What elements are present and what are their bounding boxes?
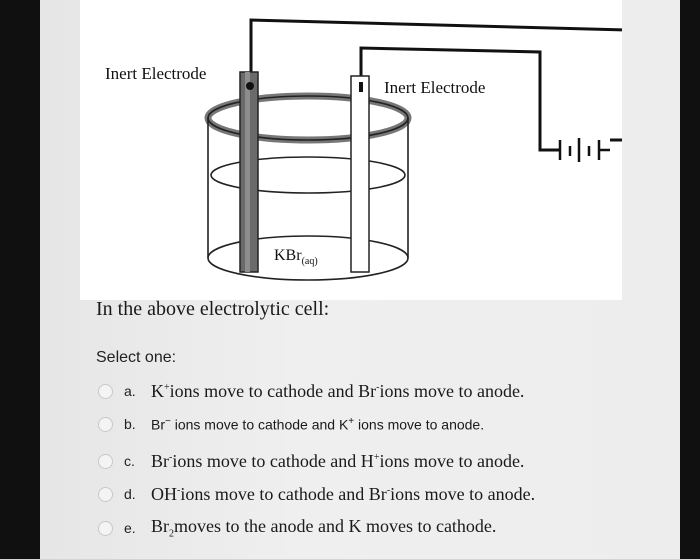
circuit-wire-right [361, 48, 560, 150]
option-text: OH-ions move to cathode and Br-ions move to anode. [151, 483, 536, 504]
radio-button[interactable] [98, 417, 113, 432]
diagram-drawing [80, 0, 622, 300]
answer-option-a[interactable] [98, 379, 524, 403]
answer-option-d[interactable] [98, 482, 535, 506]
select-prompt: Select one: [96, 349, 177, 366]
option-letter: c. [124, 453, 135, 469]
solution-formula: KBr [274, 247, 302, 264]
solution-label [274, 247, 318, 267]
question-text: In the above electrolytic cell: [96, 298, 330, 320]
solution-state: (aq) [301, 256, 318, 268]
radio-button[interactable] [98, 384, 113, 399]
radio-button[interactable] [98, 454, 113, 469]
radio-button[interactable] [98, 521, 113, 536]
option-text: K+ions move to cathode and Br-ions move to anode. [151, 380, 525, 401]
battery-icon [560, 138, 610, 162]
option-letter: e. [124, 520, 136, 536]
answer-option-c[interactable] [98, 449, 524, 473]
electrolytic-cell-diagram [80, 0, 622, 300]
option-text: Br− ions move to cathode and K+ ions move to anode. [151, 415, 485, 433]
option-letter: d. [124, 486, 136, 502]
radio-button[interactable] [98, 487, 113, 502]
left-electrode-label: Inert Electrode [105, 64, 207, 83]
right-electrode [351, 76, 369, 272]
answer-option-b[interactable] [98, 412, 484, 436]
option-letter: b. [124, 416, 136, 432]
option-text: $Br_2moves$ to the anode and K moves to cathode. [151, 516, 497, 540]
electrode-contact-left [246, 82, 254, 90]
option-letter: a. [124, 383, 136, 399]
right-electrode-label: Inert Electrode [384, 78, 486, 97]
answer-option-e[interactable] [98, 516, 496, 540]
option-text: Br-ions move to cathode and H+ions move to anode. [151, 450, 525, 471]
